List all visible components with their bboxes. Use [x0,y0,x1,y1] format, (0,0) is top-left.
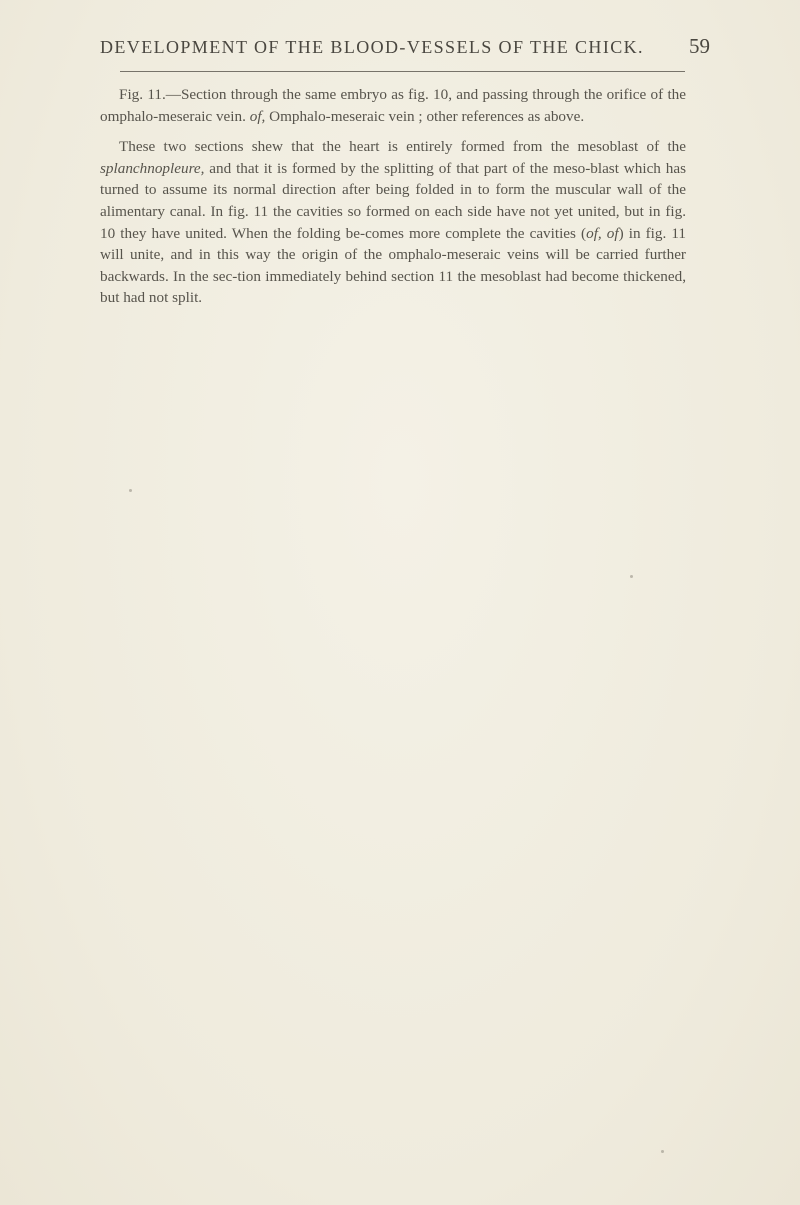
text-block [100,84,686,309]
italic-reference: of, of [586,224,619,242]
italic-term: splanchnopleure, [100,159,205,177]
paper-speck [661,1150,664,1153]
figure-label: Fig. 11. [119,86,166,103]
caption-dash: — [165,86,181,103]
page-number: 59 [689,34,710,58]
paper-speck [129,489,132,492]
header-rule [120,71,685,72]
paragraph-text-end: ) in fig. 11 will unite, and in this way the origin of the omphalo-meseraic veins will be carried further backwards. In the sec-tion immediately behind section 11 the mesoblast had become thickened, but had not split. [100,224,686,307]
caption-text-end: Omphalo-meseraic vein ; other references as above. [265,107,585,125]
paragraph-text-middle: and that it is formed by the splitting of that part of the meso-blast which has turned to assume its normal direction after being folded in to form the muscular wall of the alimentary canal. In fig. 11 the cavities so formed on each side have not yet united, but in fig. 10 they have united. When the folding be-comes more complete the cavities ( [100,159,686,242]
caption-text-start: Section through the same embryo as fig. 10, and passing through the orifice of the omphalo-meseraic vein. [100,86,686,125]
figure-caption [100,84,686,127]
body-paragraph [100,136,686,309]
paper-speck [630,575,633,578]
paragraph-text-start: These two sections shew that the heart is entirely formed from the mesoblast of the [119,138,686,156]
caption-abbreviation: of, [249,107,266,125]
running-head [100,34,710,59]
running-title: DEVELOPMENT OF THE BLOOD-VESSELS OF THE CHICK. [100,37,644,57]
